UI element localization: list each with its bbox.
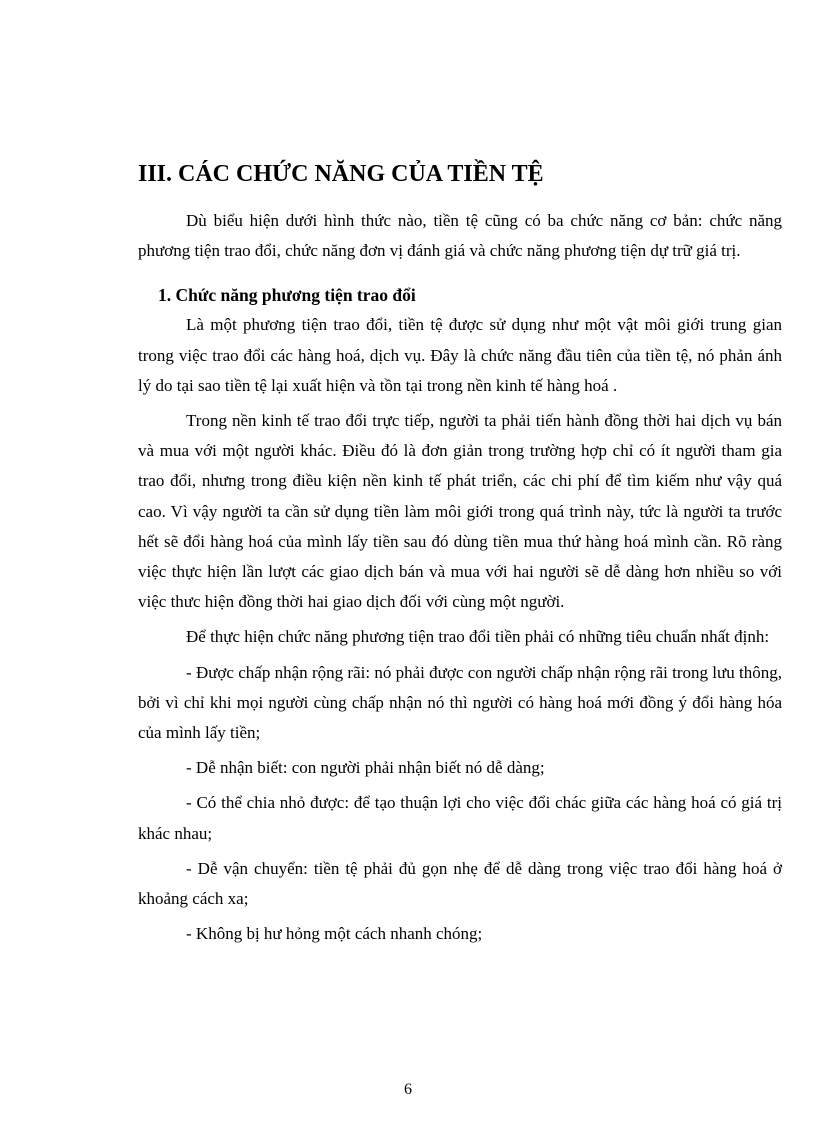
list-item: - Được chấp nhận rộng rãi: nó phải được con người chấp nhận rộng rãi trong lưu thông, bởi vì chỉ khi mọi người cùng chấp nhận nó thì người có hàng hoá mới đồng ý đổi hàng hóa của mình lấy tiền; bbox=[138, 662, 782, 743]
intro-paragraph: Dù biểu hiện dưới hình thức nào, tiền tệ cũng có ba chức năng cơ bản: chức năng phương tiện trao đổi, chức năng đơn vị đánh giá và chức năng phương tiện dự trữ giá trị. bbox=[138, 211, 782, 261]
page-number: 6 bbox=[404, 1081, 412, 1098]
list-item: - Có thể chia nhỏ được: để tạo thuận lợi cho việc đổi chác giữa các hàng hoá có giá trị khác nhau; bbox=[138, 793, 782, 843]
subsection-title: 1. Chức năng phương tiện trao đổi bbox=[158, 285, 416, 306]
list-item: - Dễ vận chuyển: tiền tệ phải đủ gọn nhẹ để dễ dàng trong việc trao đổi hàng hoá ở khoảng cách xa; bbox=[138, 858, 782, 909]
body-paragraph: Trong nền kinh tế trao đổi trực tiếp, người ta phải tiến hành đồng thời hai dịch vụ bán và mua với một người khác. Điều đó là đơn giản trong trường hợp chỉ có ít người tham gia trao đổi, nhưng trong điều kiện nền kinh tế phát triển, các chi phí để tìm kiếm như vậy quá cao. Vì vậy người ta cần sử dụng tiền làm môi giới trong quá trình này, tức là người ta trước hết sẽ đổi hàng hoá của mình lấy tiền sau đó dùng tiền mua thứ hàng hoá mình cần. Rõ ràng việc thực hiện lần lượt các giao dịch bán và mua với hai người sẽ dễ dàng hơn nhiều so với việc thưc hiện đồng thời hai giao dịch đối với cùng một người. bbox=[138, 411, 782, 612]
list-item: - Không bị hư hỏng một cách nhanh chóng; bbox=[186, 924, 483, 944]
body-paragraph: Là một phương tiện trao đổi, tiền tệ được sử dụng như một vật môi giới trung gian trong việc trao đổi các hàng hoá, dịch vụ. Đây là chức năng đầu tiên của tiền tệ, nó phản ánh lý do tại sao tiền tệ lại xuất hiện và tồn tại trong nền kinh tế hàng hoá . bbox=[138, 315, 782, 395]
body-paragraph: Để thực hiện chức năng phương tiện trao đổi tiền phải có những tiêu chuẩn nhất định: bbox=[186, 627, 770, 647]
page-content bbox=[138, 150, 782, 954]
section-title: III. CÁC CHỨC NĂNG CỦA TIỀN TỆ bbox=[138, 161, 544, 187]
list-item: - Dễ nhận biết: con người phải nhận biết nó dễ dàng; bbox=[186, 758, 545, 778]
